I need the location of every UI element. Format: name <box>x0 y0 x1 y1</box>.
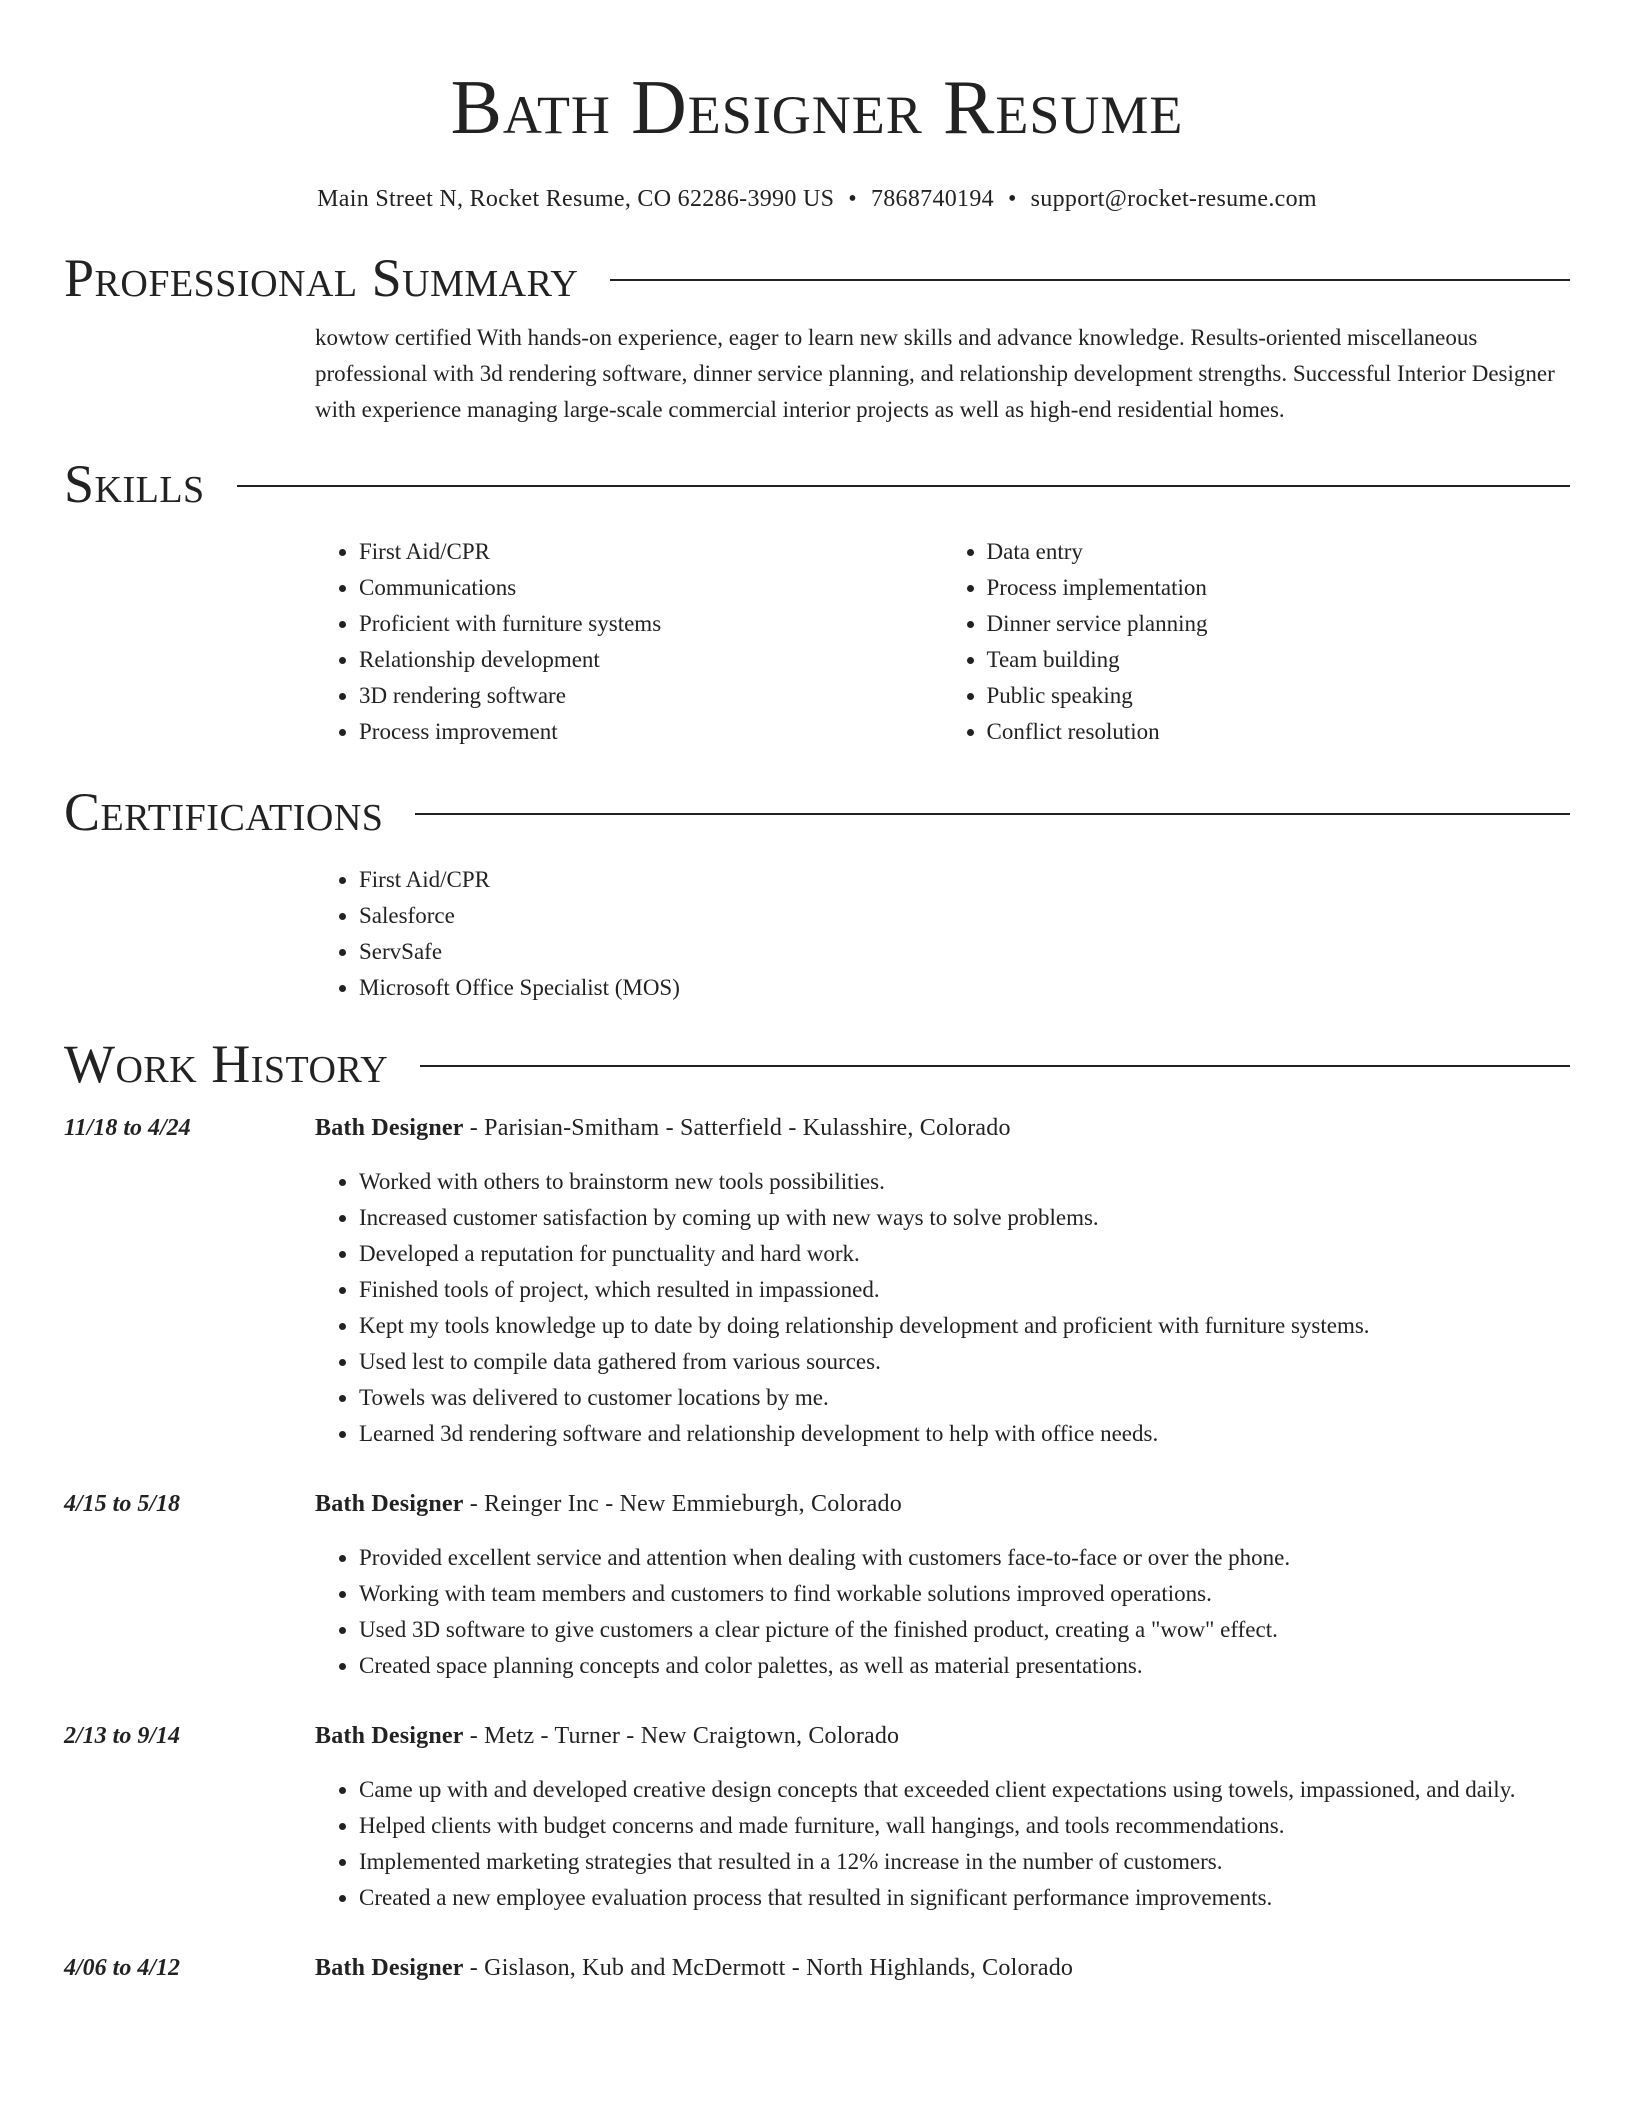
job-bullet: • Used 3D software to give customers a clear picture of the finished product, creating a "wow" effect. <box>359 1612 1570 1648</box>
skills-list <box>315 534 1570 750</box>
job-title-line <box>315 1110 1570 1146</box>
job-bullet: • Developed a reputation for punctuality and hard work. <box>359 1236 1570 1272</box>
contact-separator: • <box>1007 186 1017 212</box>
skill-item: • Relationship development <box>359 642 943 678</box>
section-divider <box>420 1065 1570 1067</box>
job-bullets <box>315 1772 1570 1916</box>
summary-section-body <box>315 320 1570 428</box>
job-bullet: • Helped clients with budget concerns and made furniture, wall hangings, and tools recommendations. <box>359 1808 1570 1844</box>
section-divider <box>610 279 1570 281</box>
job-role: Bath Designer <box>315 1723 464 1749</box>
skills-section-header <box>64 452 1570 516</box>
contact-line <box>64 184 1570 214</box>
section-divider <box>237 485 1570 487</box>
contact-separator: • <box>848 186 857 212</box>
job-details: - Parisian-Smitham - Satterfield - Kulasshire, Colorado <box>463 1115 1011 1141</box>
job-bullet: • Used lest to compile data gathered from various sources. <box>359 1344 1570 1380</box>
job-dates: 4/06 to 4/12 <box>64 1955 181 1981</box>
job-dates: 4/15 to 5/18 <box>64 1491 181 1517</box>
summary-text: kowtow certified With hands-on experience, eager to learn new skills and advance knowledge. Results-oriented miscellaneous professional with 3d rendering software, dinner service planning, and relationship development strengths. Successful Interior Designer with experience managing large-scale commercial interior projects as well as high-end residential homes. <box>315 325 1555 422</box>
skills-column-right <box>943 534 1571 750</box>
job-bullet: • Finished tools of project, which resulted in impassioned. <box>359 1272 1570 1308</box>
certification-item: • ServSafe <box>359 934 1570 970</box>
job-role: Bath Designer <box>315 1491 464 1517</box>
skill-item: • Process improvement <box>359 714 943 750</box>
job-bullet: • Towels was delivered to customer locations by me. <box>359 1380 1570 1416</box>
job-entry <box>64 1110 1570 1452</box>
job-bullet: • Created space planning concepts and color palettes, as well as material presentations. <box>359 1648 1570 1684</box>
job-details: - Reinger Inc - New Emmieburgh, Colorado <box>463 1491 902 1517</box>
job-bullet: • Created a new employee evaluation process that resulted in significant performance improvements. <box>359 1880 1570 1916</box>
section-divider <box>415 813 1570 815</box>
skill-item: • First Aid/CPR <box>359 534 943 570</box>
work-section-title: Work History <box>64 1034 389 1094</box>
skill-item: • Conflict resolution <box>987 714 1571 750</box>
job-title-line <box>315 1718 1570 1754</box>
job-bullets <box>315 1540 1570 1684</box>
skill-item: • Data entry <box>987 534 1571 570</box>
skills-column-left <box>315 534 943 750</box>
resume-title: Bath Designer Resume <box>450 64 1184 150</box>
job-entry <box>64 1486 1570 1684</box>
contact-phone: 7868740194 <box>870 186 994 212</box>
job-bullet: • Working with team members and customers to find workable solutions improved operations. <box>359 1576 1570 1612</box>
job-bullet: • Worked with others to brainstorm new tools possibilities. <box>359 1164 1570 1200</box>
job-title-line <box>315 1486 1570 1522</box>
summary-section-title: Professional Summary <box>64 248 579 308</box>
work-section-header <box>64 1032 1570 1096</box>
job-role: Bath Designer <box>315 1115 464 1141</box>
contact-address: Main Street N, Rocket Resume, CO 62286-3990 US <box>317 186 835 212</box>
job-bullet: • Kept my tools knowledge up to date by doing relationship development and proficient with furniture systems. <box>359 1308 1570 1344</box>
job-bullet: • Increased customer satisfaction by coming up with new ways to solve problems. <box>359 1200 1570 1236</box>
job-title-line <box>315 1950 1570 1986</box>
job-bullet: • Provided excellent service and attention when dealing with customers face-to-face or over the phone. <box>359 1540 1570 1576</box>
certifications-list <box>315 862 1570 1006</box>
job-dates: 11/18 to 4/24 <box>64 1115 191 1141</box>
summary-section-header <box>64 246 1570 310</box>
skill-item: • 3D rendering software <box>359 678 943 714</box>
certification-item: • Salesforce <box>359 898 1570 934</box>
skill-item: • Proficient with furniture systems <box>359 606 943 642</box>
skills-section-title: Skills <box>64 454 205 514</box>
skill-item: • Communications <box>359 570 943 606</box>
job-details: - Metz - Turner - New Craigtown, Colorado <box>463 1723 900 1749</box>
job-entry <box>64 1718 1570 1916</box>
certifications-section-header <box>64 780 1570 844</box>
certification-item: • First Aid/CPR <box>359 862 1570 898</box>
job-bullet: • Learned 3d rendering software and relationship development to help with office needs. <box>359 1416 1570 1452</box>
job-role: Bath Designer <box>315 1955 464 1981</box>
contact-email: support@rocket-resume.com <box>1030 186 1317 212</box>
job-bullet: • Implemented marketing strategies that resulted in a 12% increase in the number of customers. <box>359 1844 1570 1880</box>
certifications-section-title: Certifications <box>64 782 384 842</box>
skill-item: • Public speaking <box>987 678 1571 714</box>
skill-item: • Team building <box>987 642 1571 678</box>
certifications-items <box>315 862 1570 1006</box>
job-bullet: • Came up with and developed creative design concepts that exceeded client expectations using towels, impassioned, and daily. <box>359 1772 1570 1808</box>
job-entry <box>64 1950 1570 1986</box>
certification-item: • Microsoft Office Specialist (MOS) <box>359 970 1570 1006</box>
job-details: - Gislason, Kub and McDermott - North Highlands, Colorado <box>463 1955 1074 1981</box>
skill-item: • Process implementation <box>987 570 1571 606</box>
job-dates: 2/13 to 9/14 <box>64 1723 181 1749</box>
job-bullets <box>315 1164 1570 1452</box>
resume-page <box>64 0 1570 1986</box>
skill-item: • Dinner service planning <box>987 606 1571 642</box>
